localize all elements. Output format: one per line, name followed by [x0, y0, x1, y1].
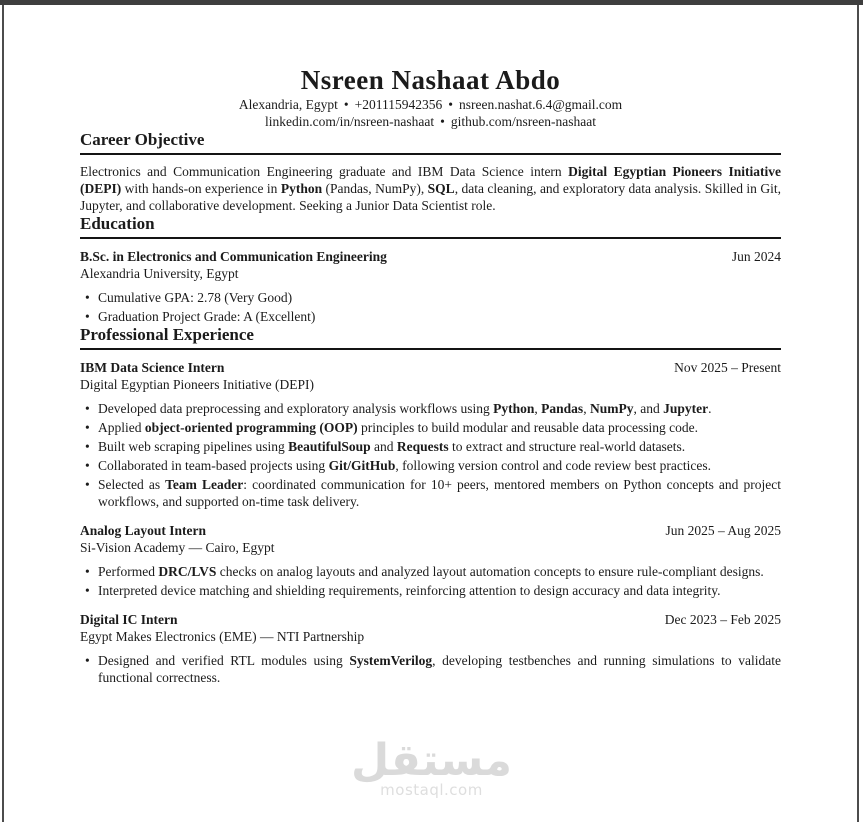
resume-header: [80, 64, 781, 130]
job-bullet-list: [80, 652, 781, 686]
job-entry-ibm: [80, 359, 781, 510]
linkedin-text: linkedin.com/in/nsreen-nashaat: [265, 114, 435, 129]
separator-dot: •: [448, 97, 453, 112]
job-entry-analog-layout: [80, 522, 781, 599]
education-entry-head: [80, 248, 781, 265]
page-border-left: [2, 5, 4, 822]
job-entry-head: [80, 522, 781, 539]
education-date: Jun 2024: [731, 249, 781, 264]
job-bullet: • Built web scraping pipelines using BeautifulSoup and Requests to extract and structure real-world datasets.: [80, 438, 781, 455]
job-bullet: • Collaborated in team-based projects using Git/GitHub, following version control and code review best practices.: [80, 457, 781, 474]
page-border-right: [857, 5, 859, 822]
github-text: github.com/nsreen-nashaat: [450, 114, 596, 129]
job-bullet: • Designed and verified RTL modules using SystemVerilog, developing testbenches and running simulations to validate functional correctness.: [80, 652, 781, 686]
university-name: Alexandria University, Egypt: [80, 266, 239, 281]
contact-line-1: [80, 96, 781, 113]
section-title-education: Education: [80, 214, 781, 239]
job-bullet: • Performed DRC/LVS checks on analog layouts and analyzed layout automation concepts to ensure rule-compliant designs.: [80, 563, 781, 580]
education-bullet: • Cumulative GPA: 2.78 (Very Good): [80, 289, 781, 306]
degree-title: B.Sc. in Electronics and Communication Engineering: [80, 249, 387, 264]
job-bullet: • Applied object-oriented programming (OOP) principles to build modular and reusable data processing code.: [80, 419, 781, 436]
watermark: [351, 735, 512, 799]
section-title-career-objective: Career Objective: [80, 130, 781, 155]
job-organization: Digital Egyptian Pioneers Initiative (DEPI): [80, 377, 314, 392]
job-date: Nov 2025 – Present: [674, 360, 781, 375]
education-bullet-list: [80, 289, 781, 325]
job-bullet-list: [80, 563, 781, 599]
objective-text: Electronics and Communication Engineering graduate and IBM Data Science intern Digital Egyptian Pioneers Initiative (DEPI) with hands-on experience in Python (Pandas, NumPy), SQL, data cleaning, and exploratory data analysis. Skilled in Git, Jupyter, and collaborative development. Seeking a Junior Data Scientist role.: [80, 164, 781, 213]
job-bullet: • Developed data preprocessing and exploratory analysis workflows using Python, Pandas, NumPy, and Jupyter.: [80, 400, 781, 417]
contact-line-2: [80, 113, 781, 130]
job-date: Jun 2025 – Aug 2025: [665, 523, 781, 538]
job-organization: Egypt Makes Electronics (EME) — NTI Partnership: [80, 629, 365, 644]
job-date: Dec 2023 – Feb 2025: [664, 612, 781, 627]
watermark-logo-arabic: مستقل: [351, 735, 512, 786]
section-education: [80, 214, 781, 325]
job-title: Analog Layout Intern: [80, 523, 207, 538]
resume-page: [80, 0, 781, 686]
job-organization: Si-Vision Academy — Cairo, Egypt: [80, 540, 275, 555]
job-title: IBM Data Science Intern: [80, 360, 225, 375]
section-professional-experience: [80, 325, 781, 686]
location-text: Alexandria, Egypt: [238, 97, 338, 112]
job-entry-head: [80, 611, 781, 628]
job-title: Digital IC Intern: [80, 612, 178, 627]
section-career-objective: [80, 130, 781, 214]
email-text: nsreen.nashat.6.4@gmail.com: [458, 97, 623, 112]
phone-text: +201115942356: [354, 97, 443, 112]
separator-dot: •: [343, 97, 349, 112]
job-entry-head: [80, 359, 781, 376]
job-entry-digital-ic: [80, 611, 781, 686]
education-bullet: • Graduation Project Grade: A (Excellent): [80, 308, 781, 325]
candidate-name: Nsreen Nashaat Abdo: [300, 65, 561, 95]
job-bullet: • Selected as Team Leader: coordinated communication for 10+ peers, mentored members on Python concepts and project workflows, and supported on-time task delivery.: [80, 476, 781, 510]
section-title-professional-experience: Professional Experience: [80, 325, 781, 350]
watermark-site-url: mostaql.com: [380, 781, 483, 799]
job-bullet-list: [80, 400, 781, 510]
job-bullet: • Interpreted device matching and shielding requirements, reinforcing attention to design accuracy and data integrity.: [80, 582, 781, 599]
separator-dot: •: [440, 114, 445, 129]
